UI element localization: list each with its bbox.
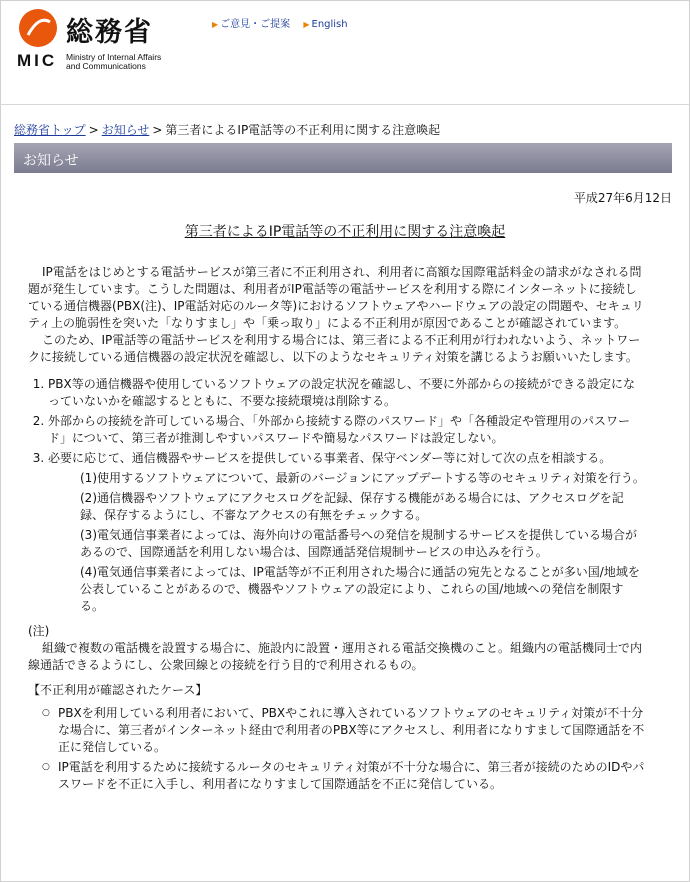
consultation-points: [80, 470, 646, 615]
section-title: お知らせ: [23, 153, 79, 169]
breadcrumb-sep: >: [152, 123, 163, 137]
mic-logo-icon[interactable]: [19, 9, 57, 47]
intro-paragraph: IP電話をはじめとする電話サービスが第三者に不正利用され、利用者に高額な国際電話料金の請求がなされる問題が発生しています。こうした問題は、利用者がIP電話等の電話サービスを利用する際にインターネットに接続している通信機器(PBX(注)、IP電話対応のルータ等)におけるソフトウェアやハードウェアの設定の問題や、セキュリティ上の脆弱性を突いた「なりすまし」や「乗っ取り」による不正利用が原因であることが確認されています。: [28, 265, 644, 330]
english-link[interactable]: English: [311, 19, 348, 30]
breadcrumb: [14, 121, 440, 138]
cases-heading: 【不正利用が確認されたケース】: [28, 683, 208, 697]
note-heading: (注): [28, 624, 50, 638]
logo-english-line2: and Communications: [66, 61, 146, 71]
publish-date: 平成27年6月12日: [573, 191, 672, 205]
consultation-item: (3)電気通信事業者によっては、海外向けの電話番号への発信を規制するサービスを提供している場合があるので、国際通話を利用しない場合は、国際通話発信規制サービスの申込みを行う。: [80, 528, 638, 559]
logo-japanese[interactable]: 総務省: [66, 17, 153, 48]
countermeasure-item: 1. PBX等の通信機器や使用しているソフトウェアの設定状況を確認し、不要に外部からの接続ができる設定になっていないかを確認するとともに、不要な接続環境は削除する。: [48, 376, 646, 410]
breadcrumb-news[interactable]: お知らせ: [101, 123, 150, 137]
top-links: [212, 15, 358, 30]
section-header-bar: [14, 143, 672, 173]
countermeasure-text: 必要に応じて、通信機器やサービスを提供している事業者、保守ベンダー等に対して次の点を相談する。: [48, 451, 612, 465]
logo-english-line1: Ministry of Internal Affairs: [66, 52, 162, 62]
consultation-item: (1)使用するソフトウェアについて、最新のバージョンにアップデートする等のセキュリティ対策を行う。: [80, 471, 645, 485]
request-paragraph: このため、IP電話等の電話サービスを利用する場合には、第三者による不正利用が行われないよう、ネットワークに接続している通信機器の設定状況を確認し、以下のようなセキュリティ対策を講じるようお願いいたします。: [28, 333, 641, 364]
feedback-link[interactable]: ご意見・ご提案: [220, 19, 291, 30]
countermeasure-item: 2. 外部からの接続を許可している場合、「外部から接続する際のパスワード」や「各種設定や管理用のパスワード」について、第三者が推測しやすいパスワードや簡易なパスワードは設定しない。: [48, 413, 646, 447]
page-title-text: 第三者によるIP電話等の不正利用に関する注意喚起: [184, 224, 506, 240]
main-content: [28, 264, 646, 796]
logo-english: [66, 53, 206, 71]
site-header: [0, 0, 690, 104]
breadcrumb-sep: >: [88, 123, 99, 137]
arrow-icon: ▶: [212, 20, 219, 29]
countermeasure-item: [48, 450, 646, 467]
breadcrumb-home[interactable]: 総務省トップ: [14, 123, 86, 137]
header-divider: [0, 104, 690, 105]
arrow-icon: ▶: [303, 20, 310, 29]
cases-list: [28, 705, 646, 793]
consultation-item: (2)通信機器やソフトウェアにアクセスログを記録、保存する機能がある場合には、アクセスログを記録、保存するようにし、不審なアクセスの有無をチェックする。: [80, 491, 624, 522]
case-item: ○ IP電話を利用するために接続するルータのセキュリティ対策が不十分な場合に、第三者が接続のためのIDやパスワードを不正に入手し、利用者になりすまして国際通話を不正に発信している。: [58, 759, 646, 793]
case-item: ○ PBXを利用している利用者において、PBXやこれに導入されているソフトウェアのセキュリティ対策が不十分な場合に、第三者がインターネット経由で利用者のPBX等にアクセスし、利用者になりすまして国際通話を不正に発信している。: [58, 705, 646, 756]
note-body: 組織で複数の電話機を設置する場合に、施設内に設置・運用される電話交換機のこと。組織内の電話機同士で内線通話できるようにし、公衆回線との接続を行う目的で利用されるもの。: [28, 641, 643, 672]
page-title: [0, 221, 690, 241]
logo-abbr: MIC: [17, 51, 58, 70]
consultation-item: (4)電気通信事業者によっては、IP電話等が不正利用された場合に通話の宛先となることが多い国/地域を公表していることがあるので、機器やソフトウェアの設定により、これらの国/地域への発信を制限する。: [80, 565, 640, 613]
countermeasure-list: [28, 376, 646, 467]
breadcrumb-current: 第三者によるIP電話等の不正利用に関する注意喚起: [165, 123, 441, 137]
